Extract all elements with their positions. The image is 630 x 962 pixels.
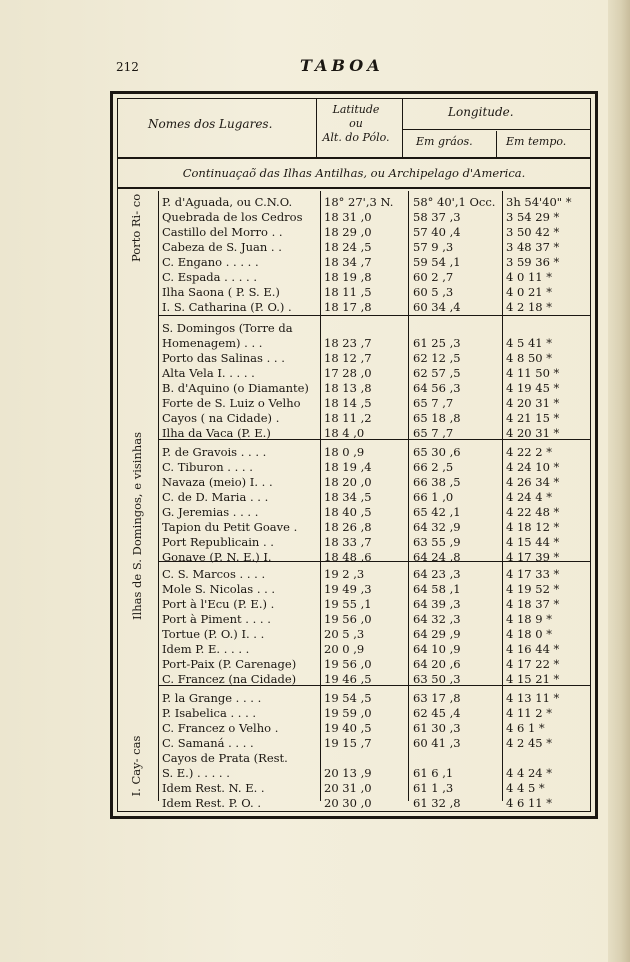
longitude-degrees-cell: 64 23 ,3 xyxy=(413,567,461,581)
group-label-cayos: I. Cay- cas xyxy=(129,735,143,797)
latitude-cell: 18 11 ,5 xyxy=(324,285,372,299)
longitude-time-cell: 4 19 45 * xyxy=(506,381,560,395)
place-name: B. d'Aquino (o Diamante) xyxy=(162,381,309,395)
longitude-degrees-cell: 60 34 ,4 xyxy=(413,300,461,314)
longitude-degrees-cell: 65 18 ,8 xyxy=(413,411,461,425)
latitude-cell: 18 19 ,4 xyxy=(324,460,372,474)
longitude-degrees-cell: 57 40 ,4 xyxy=(413,225,461,239)
latitude-cell: 20 31 ,0 xyxy=(324,781,372,795)
place-name: C. Samaná . . . . xyxy=(162,736,254,750)
place-name: P. Isabelica . . . . xyxy=(162,706,257,720)
latitude-cell: 18 23 ,7 xyxy=(324,336,372,350)
section-rule xyxy=(158,315,590,316)
latitude-cell: 18 4 ,0 xyxy=(324,426,365,440)
place-name: Quebrada de los Cedros xyxy=(162,210,303,224)
place-name: S. E.) . . . . . xyxy=(162,766,230,780)
latitude-cell: 18 34 ,5 xyxy=(324,490,372,504)
latitude-cell: 20 30 ,0 xyxy=(324,796,372,810)
longitude-time-cell: 4 8 50 * xyxy=(506,351,552,365)
longitude-time-cell: 4 22 2 * xyxy=(506,445,552,459)
table-frame xyxy=(110,91,598,819)
latitude-cell: 19 2 ,3 xyxy=(324,567,365,581)
place-name: Idem Rest. N. E. . xyxy=(162,781,265,795)
place-name: I. S. Catharina (P. O.) . xyxy=(162,300,292,314)
latitude-cell: 18 17 ,8 xyxy=(324,300,372,314)
longitude-time-cell: 4 17 22 * xyxy=(506,657,560,671)
place-name: Cayos ( na Cidade) . xyxy=(162,411,280,425)
place-name: C. Francez (na Cidade) xyxy=(162,672,297,686)
header-em-tempo: Em tempo. xyxy=(506,135,567,148)
latitude-cell: 19 40 ,5 xyxy=(324,721,372,735)
place-name: Port Republicain . . xyxy=(162,535,274,549)
header-divider xyxy=(316,99,317,157)
place-name: Port à Piment . . . . xyxy=(162,612,271,626)
latitude-cell: 19 46 ,5 xyxy=(324,672,372,686)
longitude-time-cell: 4 15 21 * xyxy=(506,672,560,686)
longitude-degrees-cell: 60 41 ,3 xyxy=(413,736,461,750)
longitude-time-cell: 4 6 11 * xyxy=(506,796,552,810)
longitude-time-cell: 4 0 11 * xyxy=(506,270,552,284)
longitude-degrees-cell: 60 2 ,7 xyxy=(413,270,454,284)
header-divider xyxy=(402,99,403,157)
continuation-caption: Continuaçaõ das Ilhas Antilhas, ou Archipelago d'America. xyxy=(118,159,590,189)
longitude-time-cell: 4 26 34 * xyxy=(506,475,560,489)
place-name: C. Engano . . . . . xyxy=(162,255,259,269)
longitude-time-cell: 4 24 4 * xyxy=(506,490,552,504)
place-name: S. Domingos (Torre da xyxy=(162,321,293,335)
latitude-cell: 18° 27',3 N. xyxy=(324,195,394,209)
place-name: Gonave (P. N. E.) I. xyxy=(162,550,272,564)
place-name: Port à l'Ecu (P. E.) . xyxy=(162,597,275,611)
place-name: Ilha da Vaca (P. E.) xyxy=(162,426,271,440)
longitude-degrees-cell: 64 58 ,1 xyxy=(413,582,461,596)
latitude-cell: 18 11 ,2 xyxy=(324,411,372,425)
place-name: Idem P. E. . . . . xyxy=(162,642,250,656)
latitude-cell: 18 26 ,8 xyxy=(324,520,372,534)
header-names: Nomes dos Lugares. xyxy=(148,117,273,131)
longitude-time-cell: 4 5 41 * xyxy=(506,336,552,350)
place-name: P. de Gravois . . . . xyxy=(162,445,267,459)
longitude-degrees-cell: 63 55 ,9 xyxy=(413,535,461,549)
place-name: Ilha Saona ( P. S. E.) xyxy=(162,285,280,299)
longitude-time-cell: 3 59 36 * xyxy=(506,255,560,269)
longitude-degrees-cell: 64 20 ,6 xyxy=(413,657,461,671)
place-name: Porto das Salinas . . . xyxy=(162,351,285,365)
latitude-cell: 18 12 ,7 xyxy=(324,351,372,365)
latitude-cell: 18 34 ,7 xyxy=(324,255,372,269)
place-name: Alta Vela I. . . . . xyxy=(162,366,255,380)
longitude-time-cell: 4 18 12 * xyxy=(506,520,560,534)
longitude-time-cell: 3 54 29 * xyxy=(506,210,560,224)
longitude-time-cell: 4 20 31 * xyxy=(506,396,560,410)
longitude-degrees-cell: 62 45 ,4 xyxy=(413,706,461,720)
longitude-time-cell: 4 18 37 * xyxy=(506,597,560,611)
longitude-time-cell: 4 18 9 * xyxy=(506,612,552,626)
longitude-time-cell: 4 16 44 * xyxy=(506,642,560,656)
place-name: Navaza (meio) I. . . xyxy=(162,475,273,489)
longitude-time-cell: 4 11 50 * xyxy=(506,366,560,380)
longitude-degrees-cell: 64 24 ,8 xyxy=(413,550,461,564)
place-name: P. d'Aguada, ou C.N.O. xyxy=(162,195,293,209)
longitude-time-cell: 4 18 0 * xyxy=(506,627,552,641)
latitude-cell: 20 13 ,9 xyxy=(324,766,372,780)
longitude-degrees-cell: 58° 40',1 Occ. xyxy=(413,195,496,209)
longitude-degrees-cell: 65 42 ,1 xyxy=(413,505,461,519)
place-name: Castillo del Morro . . xyxy=(162,225,283,239)
place-name: Tortue (P. O.) I. . . xyxy=(162,627,265,641)
column-divider xyxy=(320,191,321,801)
group-divider xyxy=(158,191,159,801)
latitude-cell: 19 49 ,3 xyxy=(324,582,372,596)
longitude-time-cell: 4 15 44 * xyxy=(506,535,560,549)
page-number: 212 xyxy=(116,60,139,74)
group-label-ilhas: Ilhas de S. Domingos, e visinhas xyxy=(130,431,144,621)
header-longitude: Longitude. xyxy=(448,105,514,119)
latitude-cell: 18 13 ,8 xyxy=(324,381,372,395)
longitude-degrees-cell: 64 29 ,9 xyxy=(413,627,461,641)
longitude-time-cell: 4 24 10 * xyxy=(506,460,560,474)
longitude-degrees-cell: 66 2 ,5 xyxy=(413,460,454,474)
latitude-cell: 19 54 ,5 xyxy=(324,691,372,705)
place-name: C. Francez o Velho . xyxy=(162,721,279,735)
longitude-degrees-cell: 66 1 ,0 xyxy=(413,490,454,504)
longitude-degrees-cell: 61 32 ,8 xyxy=(413,796,461,810)
longitude-time-cell: 4 17 33 * xyxy=(506,567,560,581)
latitude-cell: 18 20 ,0 xyxy=(324,475,372,489)
place-name: Cayos de Prata (Rest. xyxy=(162,751,288,765)
longitude-degrees-cell: 59 54 ,1 xyxy=(413,255,461,269)
longitude-degrees-cell: 61 25 ,3 xyxy=(413,336,461,350)
header-divider xyxy=(496,131,497,157)
latitude-cell: 18 40 ,5 xyxy=(324,505,372,519)
longitude-degrees-cell: 64 56 ,3 xyxy=(413,381,461,395)
latitude-cell: 20 0 ,9 xyxy=(324,642,365,656)
longitude-time-cell: 4 20 31 * xyxy=(506,426,560,440)
longitude-time-cell: 3h 54'40" * xyxy=(506,195,572,209)
longitude-time-cell: 3 48 37 * xyxy=(506,240,560,254)
longitude-time-cell: 4 4 5 * xyxy=(506,781,545,795)
page-title: TABOA xyxy=(300,56,384,75)
latitude-cell: 17 28 ,0 xyxy=(324,366,372,380)
longitude-degrees-cell: 66 38 ,5 xyxy=(413,475,461,489)
longitude-degrees-cell: 62 57 ,5 xyxy=(413,366,461,380)
table xyxy=(117,98,591,812)
header-subrule xyxy=(402,129,590,130)
longitude-degrees-cell: 65 7 ,7 xyxy=(413,426,454,440)
table-header xyxy=(118,99,590,159)
place-name: Tapion du Petit Goave . xyxy=(162,520,298,534)
place-name: C. S. Marcos . . . . xyxy=(162,567,266,581)
latitude-cell: 18 31 ,0 xyxy=(324,210,372,224)
longitude-degrees-cell: 62 12 ,5 xyxy=(413,351,461,365)
place-name: Port-Paix (P. Carenage) xyxy=(162,657,297,671)
longitude-degrees-cell: 57 9 ,3 xyxy=(413,240,454,254)
latitude-cell: 18 33 ,7 xyxy=(324,535,372,549)
longitude-degrees-cell: 63 17 ,8 xyxy=(413,691,461,705)
place-name: C. Espada . . . . . xyxy=(162,270,257,284)
longitude-degrees-cell: 64 32 ,9 xyxy=(413,520,461,534)
longitude-degrees-cell: 58 37 ,3 xyxy=(413,210,461,224)
longitude-degrees-cell: 65 7 ,7 xyxy=(413,396,454,410)
longitude-time-cell: 4 2 45 * xyxy=(506,736,552,750)
longitude-degrees-cell: 65 30 ,6 xyxy=(413,445,461,459)
header-em-graos: Em gráos. xyxy=(416,135,473,148)
latitude-cell: 19 56 ,0 xyxy=(324,612,372,626)
latitude-cell: 19 59 ,0 xyxy=(324,706,372,720)
latitude-cell: 18 48 ,6 xyxy=(324,550,372,564)
group-label-porto-rico: Porto Ri- co xyxy=(129,193,143,262)
longitude-degrees-cell: 60 5 ,3 xyxy=(413,285,454,299)
longitude-degrees-cell: 63 50 ,3 xyxy=(413,672,461,686)
header-latitude xyxy=(314,103,398,145)
place-name: Idem Rest. P. O. . xyxy=(162,796,262,810)
page-binding-edge xyxy=(608,0,630,962)
column-divider xyxy=(408,191,409,801)
longitude-time-cell: 4 0 21 * xyxy=(506,285,552,299)
longitude-time-cell: 4 17 39 * xyxy=(506,550,560,564)
place-name: C. Tiburon . . . . xyxy=(162,460,253,474)
place-name: Cabeza de S. Juan . . xyxy=(162,240,282,254)
longitude-degrees-cell: 61 6 ,1 xyxy=(413,766,454,780)
latitude-cell: 20 5 ,3 xyxy=(324,627,365,641)
longitude-time-cell: 3 50 42 * xyxy=(506,225,560,239)
place-name: Forte de S. Luiz o Velho xyxy=(162,396,301,410)
latitude-cell: 18 19 ,8 xyxy=(324,270,372,284)
longitude-degrees-cell: 64 32 ,3 xyxy=(413,612,461,626)
header-latitude-line2: ou xyxy=(349,117,363,130)
latitude-cell: 18 14 ,5 xyxy=(324,396,372,410)
longitude-degrees-cell: 64 10 ,9 xyxy=(413,642,461,656)
latitude-cell: 19 56 ,0 xyxy=(324,657,372,671)
longitude-time-cell: 4 11 2 * xyxy=(506,706,552,720)
column-divider xyxy=(502,191,503,801)
longitude-time-cell: 4 21 15 * xyxy=(506,411,560,425)
header-latitude-line3: Alt. do Pólo. xyxy=(322,131,390,144)
longitude-time-cell: 4 4 24 * xyxy=(506,766,552,780)
latitude-cell: 18 29 ,0 xyxy=(324,225,372,239)
place-name: C. de D. Maria . . . xyxy=(162,490,269,504)
longitude-degrees-cell: 61 30 ,3 xyxy=(413,721,461,735)
latitude-cell: 18 0 ,9 xyxy=(324,445,365,459)
latitude-cell: 18 24 ,5 xyxy=(324,240,372,254)
place-name: Homenagem) . . . xyxy=(162,336,263,350)
latitude-cell: 19 55 ,1 xyxy=(324,597,372,611)
longitude-time-cell: 4 6 1 * xyxy=(506,721,545,735)
latitude-cell: 19 15 ,7 xyxy=(324,736,372,750)
header-latitude-line1: Latitude xyxy=(332,103,380,116)
longitude-time-cell: 4 19 52 * xyxy=(506,582,560,596)
longitude-degrees-cell: 61 1 ,3 xyxy=(413,781,454,795)
place-name: G. Jeremias . . . . xyxy=(162,505,259,519)
place-name: Mole S. Nicolas . . . xyxy=(162,582,276,596)
longitude-degrees-cell: 64 39 ,3 xyxy=(413,597,461,611)
longitude-time-cell: 4 22 48 * xyxy=(506,505,560,519)
longitude-time-cell: 4 13 11 * xyxy=(506,691,560,705)
longitude-time-cell: 4 2 18 * xyxy=(506,300,552,314)
place-name: P. la Grange . . . . xyxy=(162,691,262,705)
